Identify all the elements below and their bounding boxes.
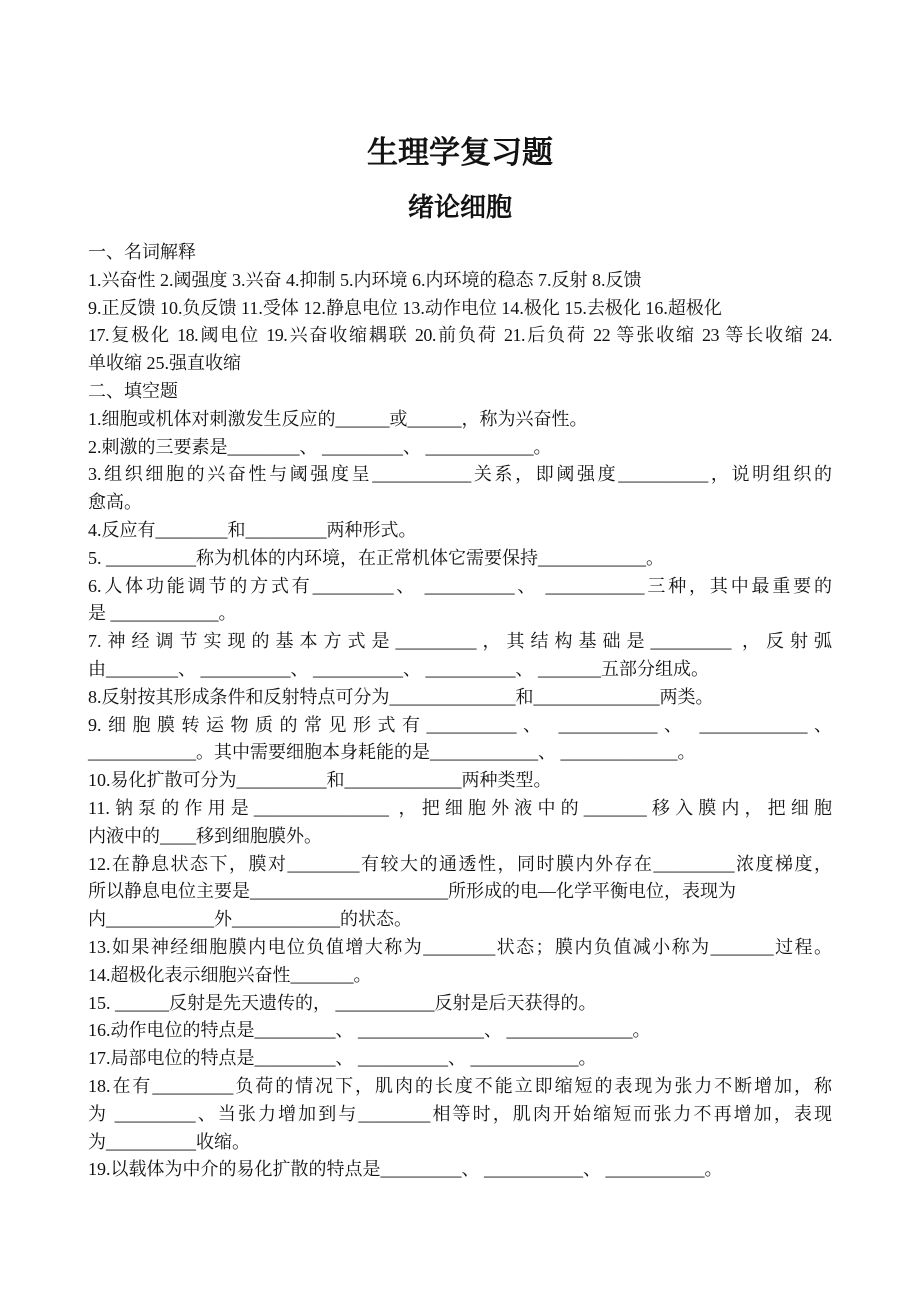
question-line: 3.组织细胞的兴奋性与阈强度呈___________关系，即阈强度__________，说明组织的 bbox=[88, 464, 832, 485]
question-line: 14.超极化表示细胞兴奋性_______。 bbox=[88, 964, 372, 985]
question-line: 16.动作电位的特点是_________、 ______________、 ______________。 bbox=[88, 1020, 651, 1041]
question-line: 1.细胞或机体对刺激发生反应的______或______，称为兴奋性。 bbox=[88, 408, 588, 429]
document-body bbox=[88, 239, 832, 1184]
terms-section-heading: 一、名词解释 bbox=[88, 242, 196, 262]
question-line: 4.反应有________和_________两种形式。 bbox=[88, 519, 417, 540]
question-line: 为 _________、当张力增加到与________相等时，肌肉开始缩短而张力不再增加，表现 bbox=[88, 1103, 832, 1124]
question-line: 5. __________称为机体的内环境，在正常机体它需要保持____________。 bbox=[88, 547, 664, 568]
question-line: 19.以载体为中介的易化扩散的特点是_________、 ___________、 ___________。 bbox=[88, 1159, 723, 1180]
question-line: 11.钠泵的作用是_______________ ，把细胞外液中的_______移入膜内，把细胞 bbox=[88, 797, 832, 818]
question-line: 10.易化扩散可分为__________和_____________两种类型。 bbox=[88, 770, 552, 791]
question-line: 8.反射按其形成条件和反射特点可分为______________和______________两类。 bbox=[88, 686, 714, 707]
terms-line: 17.复极化 18.阈电位 19.兴奋收缩耦联 20.前负荷 21.后负荷 22 等张收缩 23 等长收缩 24. bbox=[88, 325, 832, 346]
question-line: 9.细胞膜转运物质的常见形式有__________、 ___________、 ____________、 bbox=[88, 714, 832, 735]
document-subtitle: 绪论细胞 bbox=[407, 193, 512, 222]
question-line: 18.在有_________负荷的情况下，肌肉的长度不能立即缩短的表现为张力不断增加，称 bbox=[88, 1075, 832, 1096]
terms-line: 1.兴奋性 2.阈强度 3.兴奋 4.抑制 5.内环境 6.内环境的稳态 7.反射 8.反馈 bbox=[88, 269, 642, 290]
question-line: 15. ______反射是先天遗传的， ___________反射是后天获得的。 bbox=[88, 992, 597, 1013]
question-line: 7.神经调节实现的基本方式是_________，其结构基础是_________ ，反射弧 bbox=[88, 631, 832, 652]
fill-blank-section-heading: 二、填空题 bbox=[88, 380, 178, 401]
question-line: 内液中的____移到细胞膜外。 bbox=[88, 825, 322, 846]
question-line: 愈高。 bbox=[88, 492, 142, 513]
question-line: 6.人体功能调节的方式有_________、 __________、 ___________三种，其中最重要的 bbox=[88, 575, 832, 596]
question-line: 13.如果神经细胞膜内电位负值增大称为________状态；膜内负值减小称为_______过程。 bbox=[88, 936, 832, 957]
terms-line: 单收缩 25.强直收缩 bbox=[88, 353, 241, 374]
question-line: 由________、 __________、 __________、 __________、 _______五部分组成。 bbox=[88, 658, 709, 679]
terms-line: 9.正反馈 10.负反馈 11.受体 12.静息电位 13.动作电位 14.极化 15.去极化 16.超极化 bbox=[88, 297, 722, 318]
document-title: 生理学复习题 bbox=[367, 135, 553, 170]
question-line: 是 ____________。 bbox=[88, 603, 237, 624]
question-line: 内____________外____________的状态。 bbox=[88, 909, 412, 930]
question-line: 为__________收缩。 bbox=[88, 1131, 250, 1152]
question-line: 12.在静息状态下，膜对________有较大的通透性，同时膜内外存在_________浓度梯度， bbox=[88, 853, 832, 874]
question-line: 17.局部电位的特点是_________、 __________、 ____________。 bbox=[88, 1048, 597, 1069]
question-line: ____________。其中需要细胞本身耗能的是____________、 _____________。 bbox=[88, 742, 696, 763]
question-line: 2.刺激的三要素是________、 _________、 ____________。 bbox=[88, 436, 552, 457]
question-line: 所以静息电位主要是______________________所形成的电—化学平衡电位，表现为 bbox=[88, 881, 736, 902]
document-page bbox=[88, 0, 832, 1184]
